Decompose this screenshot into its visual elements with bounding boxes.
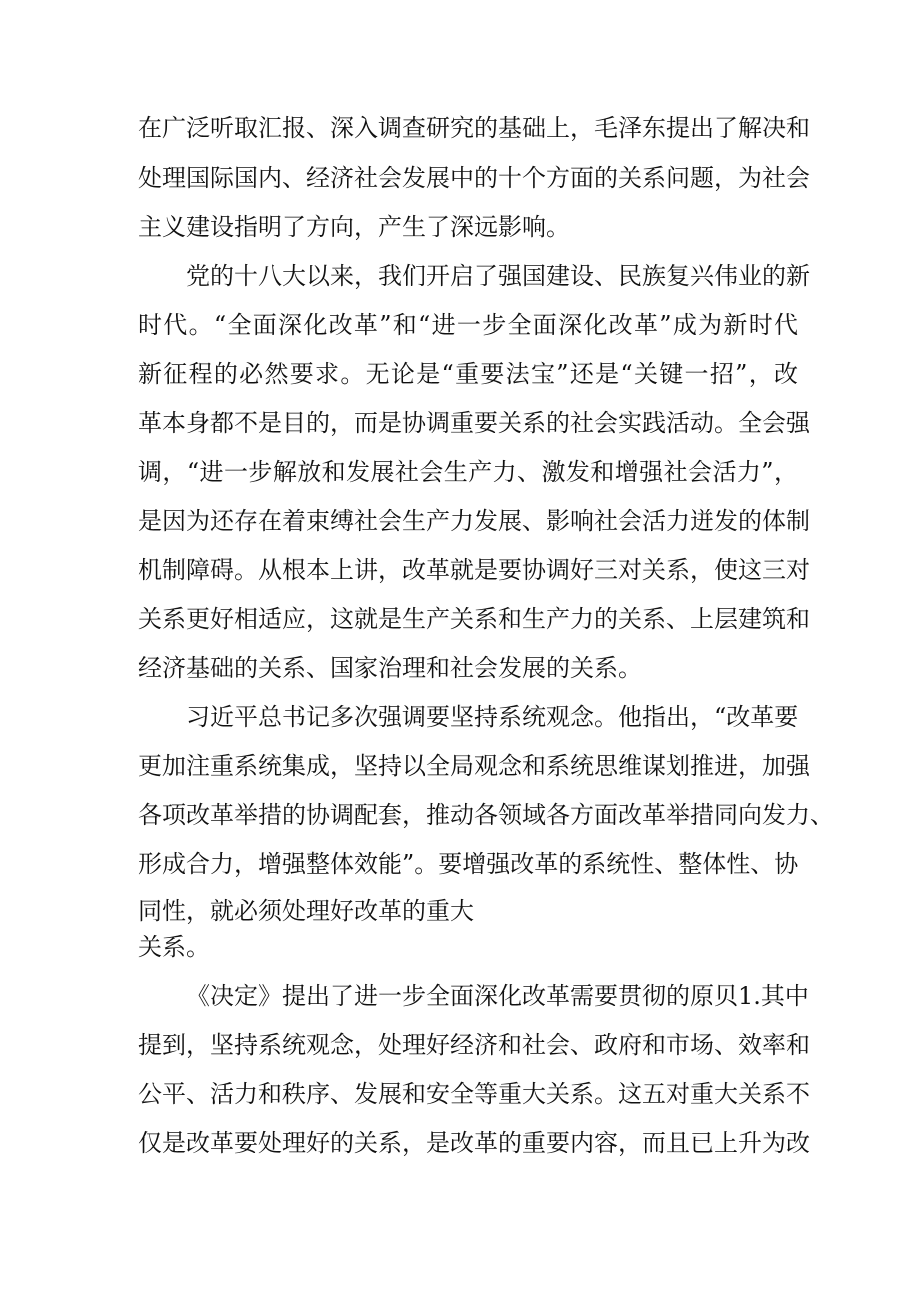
text-line: 仅是改革要处理好的关系，是改革的重要内容，而且已上升为改: [138, 1129, 810, 1157]
text-line: 经济基础的关系、国家治理和社会发展的关系。: [138, 654, 642, 682]
text-line: 提到，坚持系统观念，处理好经济和社会、政府和市场、效率和: [138, 1031, 810, 1059]
text-line: 调，“进一步解放和发展社会生产力、激发和增强社会活力”，: [138, 458, 798, 486]
text-line: 关系更好相适应，这就是生产关系和生产力的关系、上层建筑和: [138, 605, 810, 633]
text-line: 机制障碍。从根本上讲，改革就是要协调好三对关系，使这三对: [138, 556, 810, 584]
text-line: 党的十八大以来，我们开启了强国建设、民族复兴伟业的新: [186, 262, 810, 290]
text-line: 《决定》提出了进一步全面深化改革需要贯彻的原贝1.其中: [186, 982, 809, 1010]
text-line: 革本身都不是目的，而是协调重要关系的社会实践活动。全会强: [138, 409, 810, 437]
text-line: 各项改革举措的协调配套，推动各领域各方面改革举措同向发力、: [138, 801, 834, 829]
text-line: 关系。: [138, 933, 210, 961]
text-line: 是因为还存在着束缚社会生产力发展、影响社会活力迸发的体制: [138, 507, 810, 535]
text-line: 主义建设指明了方向，产生了深远影响。: [138, 213, 570, 241]
text-line: 形成合力，增强整体效能”。要增强改革的系统性、整体性、协: [138, 850, 799, 878]
text-line: 时代。“全面深化改革”和“进一步全面深化改革”成为新时代: [138, 311, 798, 339]
text-line: 在广泛听取汇报、深入调查研究的基础上，毛泽东提出了解决和: [138, 114, 810, 142]
text-line: 公平、活力和秩序、发展和安全等重大关系。这五对重大关系不: [138, 1080, 810, 1108]
text-line: 新征程的必然要求。无论是“重要法宝”还是“关键一招”，改: [138, 360, 798, 388]
text-line: 同性，就必须处理好改革的重大: [138, 897, 474, 925]
text-line: 更加注重系统集成，坚持以全局观念和系统思维谋划推进，加强: [138, 752, 810, 780]
text-line: 习近平总书记多次强调要坚持系统观念。他指出，“改革要: [186, 703, 799, 731]
text-line: 处理国际国内、经济社会发展中的十个方面的关系问题，为社会: [138, 164, 810, 192]
